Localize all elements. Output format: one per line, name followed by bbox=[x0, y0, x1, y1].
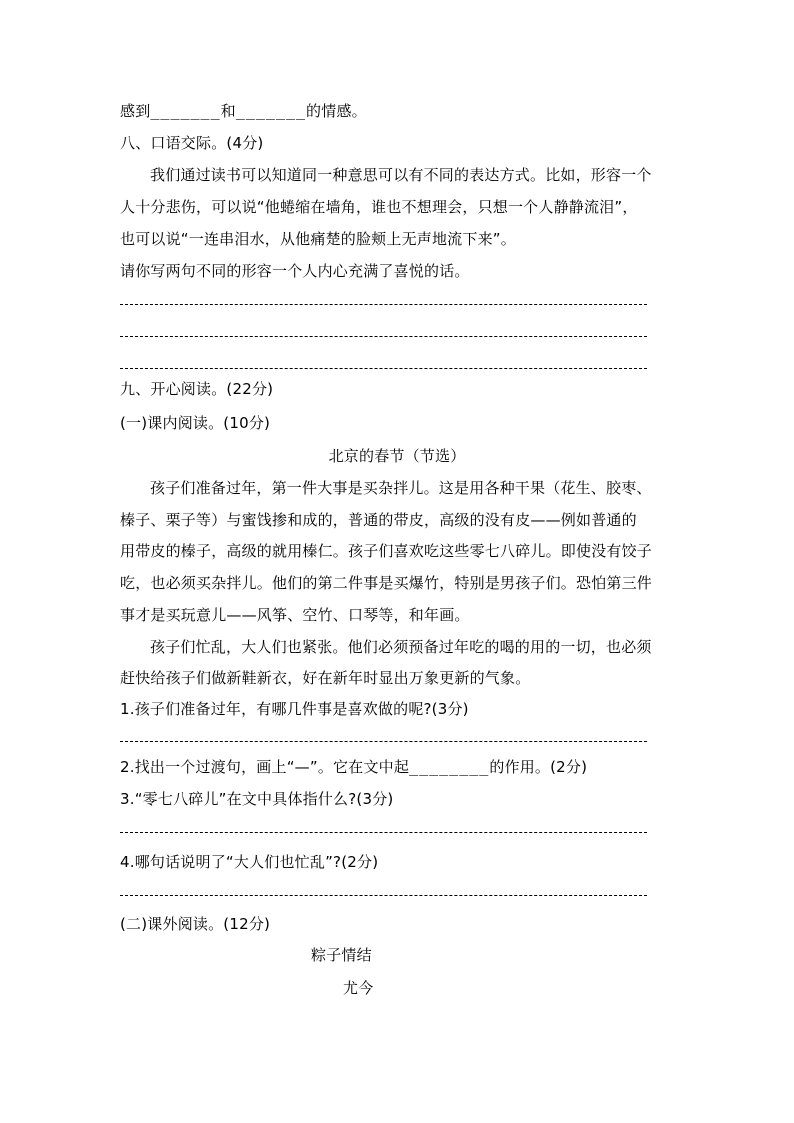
answer-line[interactable] bbox=[120, 304, 647, 305]
passage-line: 吃，也必须买杂拌儿。他们的第二件事是买爆竹，特别是男孩子们。恐怕第三件 bbox=[120, 574, 653, 592]
answer-line[interactable] bbox=[120, 741, 647, 742]
question-2 bbox=[120, 757, 587, 777]
section-8-paragraph-line: 人十分悲伤，可以说“他蜷缩在墙角，谁也不想理会，只想一个人静静流泪”， bbox=[120, 198, 638, 216]
answer-line[interactable] bbox=[120, 895, 647, 896]
answer-blank[interactable]: _______ bbox=[150, 102, 221, 120]
section-8-paragraph-line: 也可以说“一连串泪水，从他痛楚的脸颊上无声地流下来”。 bbox=[120, 230, 516, 248]
answer-blank[interactable]: ________ bbox=[409, 758, 490, 776]
passage-line: 孩子们忙乱，大人们也紧张。他们必须预备过年吃的喝的用的一切，也必须 bbox=[150, 638, 652, 656]
passage-line: 用带皮的榛子，高级的就用榛仁。孩子们喜欢吃这些零七八碎儿。即使没有饺子 bbox=[120, 542, 653, 560]
passage-line: 孩子们准备过年，第一件大事是买杂拌儿。这是用各种干果（花生、胶枣、 bbox=[150, 479, 652, 497]
answer-line[interactable] bbox=[120, 832, 647, 833]
line-connector: 和 bbox=[220, 102, 236, 120]
line-prefix: 感到 bbox=[120, 102, 151, 120]
question-3: 3.“零七八碎儿”在文中具体指什么?(3分) bbox=[120, 790, 394, 808]
passage-line: 榛子、栗子等）与蜜饯掺和成的，普通的带皮，高级的没有皮——例如普通的 bbox=[120, 511, 637, 529]
answer-line[interactable] bbox=[120, 368, 647, 369]
question-2-text: 2.找出一个过渡句，画上“—”。它在文中起 bbox=[120, 758, 410, 776]
section-8-prompt: 请你写两句不同的形容一个人内心充满了喜悦的话。 bbox=[120, 262, 470, 280]
line-suffix: 的情感。 bbox=[306, 102, 367, 120]
passage-2-author: 尤今 bbox=[343, 979, 374, 997]
passage-line: 赶快给孩子们做新鞋新衣，好在新年时显出万象更新的气象。 bbox=[120, 669, 531, 687]
emotion-fill-line bbox=[120, 101, 367, 121]
section-9-heading: 九、开心阅读。(22分) bbox=[120, 380, 274, 398]
question-4: 4.哪句话说明了“大人们也忙乱”?(2分) bbox=[120, 853, 379, 871]
passage-title: 北京的春节（节选） bbox=[328, 447, 466, 465]
section-8-paragraph-line: 我们通过读书可以知道同一种意思可以有不同的表达方式。比如，形容一个 bbox=[150, 166, 652, 184]
answer-blank[interactable]: _______ bbox=[235, 102, 307, 120]
question-1: 1.孩子们准备过年，有哪几件事是喜欢做的呢?(3分) bbox=[120, 700, 469, 718]
passage-line: 事才是买玩意儿——风筝、空竹、口琴等，和年画。 bbox=[120, 606, 470, 624]
subsection-2-heading: (二)课外阅读。(12分) bbox=[120, 915, 271, 933]
question-2-suffix: 的作用。(2分) bbox=[489, 758, 588, 776]
passage-2-title: 粽子情结 bbox=[311, 946, 372, 964]
section-8-heading: 八、口语交际。(4分) bbox=[120, 134, 264, 152]
subsection-1-heading: (一)课内阅读。(10分) bbox=[120, 414, 271, 432]
answer-line[interactable] bbox=[120, 336, 647, 337]
